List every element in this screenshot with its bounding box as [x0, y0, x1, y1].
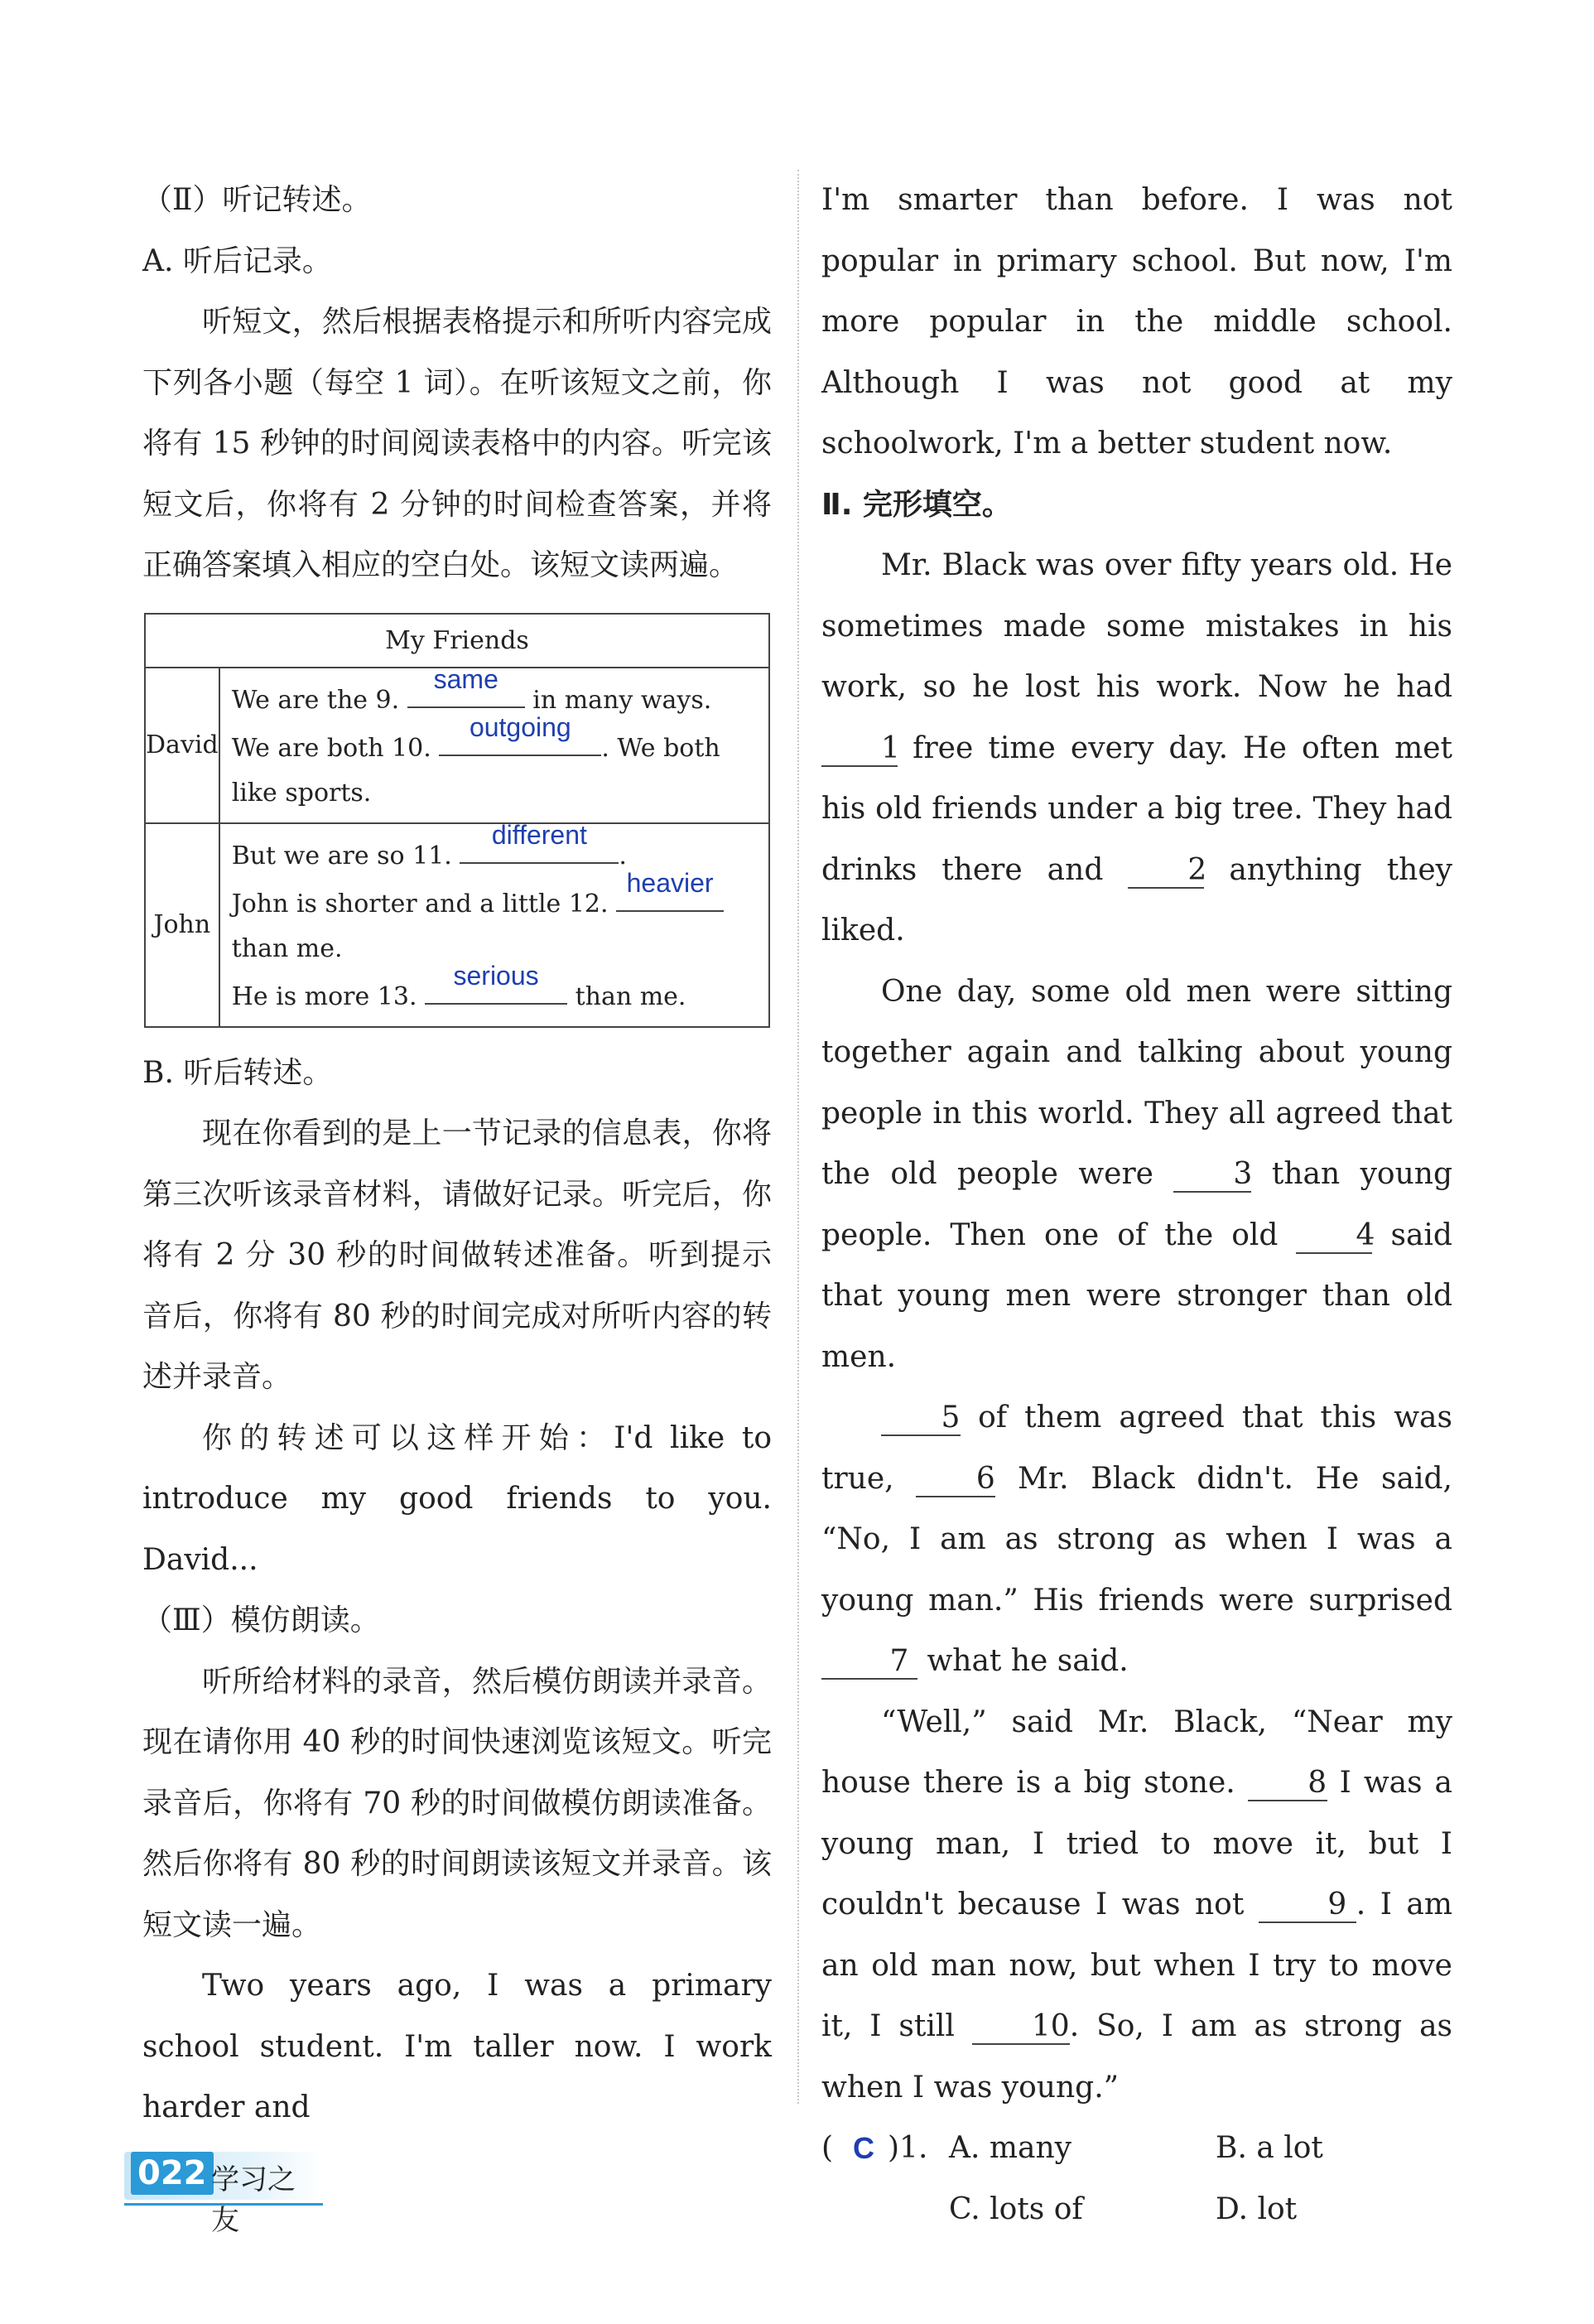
footer-line	[124, 2203, 323, 2206]
text: in many ways.	[532, 685, 712, 715]
answer-blank-9	[407, 663, 525, 708]
text: than young people. Then one of the old	[821, 1157, 1453, 1252]
option-a: A. many	[949, 2131, 1072, 2165]
passage-continued: I'm smarter than before. I was not popular in primary school. But now, I'm more popular in the middle school. Although I was not good at my schoolwork, I'm a better student now.	[821, 183, 1452, 460]
handwritten-answer: outgoing	[469, 711, 571, 742]
page-number: 022	[131, 2152, 214, 2195]
text: One day, some old men were sitting together again and talking about young people in this world. They all agreed that the old people were	[821, 974, 1452, 1191]
blank-9: 9	[1259, 1888, 1356, 1923]
row-content	[219, 819, 769, 1027]
option-c: C. lots of	[949, 2191, 1083, 2226]
book-title: 学习之友	[211, 2163, 296, 2237]
column-divider	[797, 170, 799, 2104]
text: like sports.	[231, 778, 372, 808]
section-3-instructions: 听所给材料的录音，然后模仿朗读并录音。现在请你用 40 秒的时间快速浏览该短文。听完录音后，你将有 70 秒的时间做模仿朗读准备。然后你将有 80 秒的时间朗读该短文并录音。该短文读一遍。	[142, 1664, 772, 1942]
blank-7: 7	[821, 1645, 917, 1680]
text: I was a young man, I tried to move it, but I couldn't because I was not	[821, 1766, 1452, 1921]
section-2-heading: （Ⅱ）听记转述。	[142, 183, 372, 217]
text: .	[619, 841, 627, 870]
part-a-heading: A. 听后记录。	[142, 243, 332, 278]
blank-5: 5	[881, 1401, 961, 1436]
handwritten-answer: serious	[453, 960, 539, 991]
cloze-paragraph-4	[821, 1692, 1452, 2119]
table-row	[145, 823, 769, 1027]
handwritten-answer: same	[433, 663, 498, 694]
part-a-instructions: 听短文，然后根据表格提示和所听内容完成下列各小题（每空 1 词）。在听该短文之前，你将有 15 秒钟的时间阅读表格中的内容。听完该短文后，你将有 2 分钟的时间检查答案，并将正确答案填入相应的空白处。该短文读两遍。	[142, 305, 772, 582]
row-content	[219, 663, 769, 823]
text: He is more 13.	[231, 981, 417, 1011]
handwritten-answer: C	[853, 2131, 874, 2165]
text: what he said.	[927, 1644, 1129, 1678]
answer-blank-12	[616, 867, 724, 912]
part-b-heading: B. 听后转述。	[142, 1055, 333, 1090]
option-b: B. a lot	[1216, 2131, 1323, 2165]
text: than me.	[575, 981, 686, 1011]
question-number: )1.	[888, 2131, 928, 2165]
blank-3: 3	[1173, 1158, 1251, 1193]
handwritten-answer: heavier	[626, 867, 714, 898]
part-b-instructions: 现在你看到的是上一节记录的信息表，你将第三次听该录音材料，请做好记录。听完后，你将有 2 分 30 秒的时间做转述准备。听到提示音后，你将有 80 秒的时间完成对所听内容的转述并录音。	[142, 1116, 772, 1394]
right-column	[821, 170, 1452, 2240]
passage-start: Two years ago, I was a primary school student. I'm taller now. I work harder and	[142, 1969, 772, 2124]
text: . We both	[601, 733, 720, 763]
row-name: John	[145, 823, 219, 1027]
left-column	[142, 170, 772, 2138]
blank-6: 6	[916, 1463, 995, 1497]
text: . I am an old man now, but when I try to move it, I still	[821, 1888, 1453, 2043]
paren-open: (	[821, 2131, 834, 2165]
cloze-paragraph-2	[821, 962, 1452, 1388]
blank-8: 8	[1248, 1767, 1327, 1801]
row-name: David	[145, 668, 219, 823]
handwritten-answer: different	[491, 819, 587, 850]
my-friends-table	[144, 613, 770, 1028]
question-1-row-2	[821, 2179, 1452, 2240]
question-1	[821, 2118, 1452, 2179]
cloze-paragraph-3	[821, 1387, 1452, 1692]
table-row	[145, 668, 769, 823]
answer-blank-11	[460, 819, 619, 864]
text: We are the 9.	[231, 685, 400, 715]
answer-blank-10	[439, 711, 601, 756]
text: Mr. Black was over fifty years old. He sometimes made some mistakes in his work, so he lost his work. Now he had	[821, 548, 1452, 704]
text: We are both 10.	[231, 733, 431, 763]
option-d: D. lot	[1216, 2191, 1298, 2226]
text: John is shorter and a little 12.	[231, 889, 609, 919]
blank-10: 10	[972, 2010, 1070, 2045]
text: “Well,” said Mr. Black, “Near my house there is a big stone.	[821, 1704, 1452, 1800]
text: . So, I am as strong as when I was young.”	[821, 2009, 1453, 2105]
blank-1: 1	[821, 732, 898, 767]
text: than me.	[231, 933, 343, 963]
text: free time every day. He often met his old friends under a big tree. They had drinks there and	[821, 730, 1452, 887]
section-3-heading: （Ⅲ）模仿朗读。	[142, 1603, 380, 1637]
part-b-start: 你的转述可以这样开始：I'd like to introduce my good friends to you. David...	[142, 1420, 772, 1577]
cloze-paragraph-1	[821, 535, 1452, 962]
blank-4: 4	[1296, 1219, 1372, 1254]
text: of them agreed that this was true,	[821, 1401, 1452, 1496]
table-title: My Friends	[145, 614, 769, 668]
answer-blank-13	[425, 960, 567, 1005]
text: anything they liked.	[821, 852, 1452, 947]
cloze-heading: Ⅱ. 完形填空。	[821, 487, 1012, 522]
blank-2: 2	[1128, 854, 1204, 889]
text: Mr. Black didn't. He said, “No, I am as strong as when I was a young man.” His friends were surprised	[821, 1461, 1452, 1618]
page-footer	[124, 2145, 323, 2237]
text: But we are so 11.	[231, 841, 452, 870]
text: said that young men were stronger than old men.	[821, 1217, 1452, 1374]
